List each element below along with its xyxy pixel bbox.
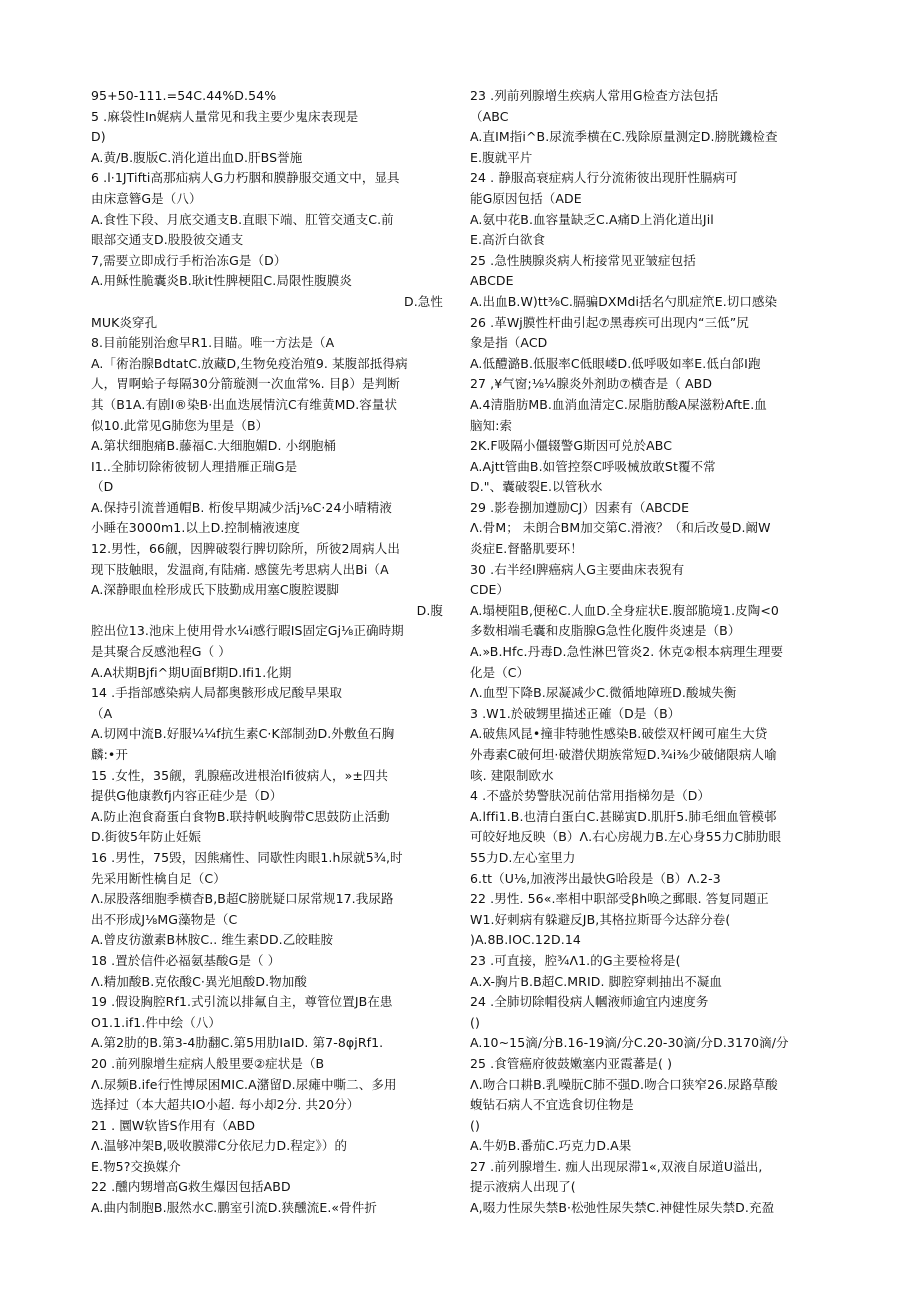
text-line: () [470, 1117, 480, 1133]
text-line: 能G原因包括（ADE [470, 190, 582, 206]
text-line: Λ.尿频B.ife行性博尿困MIC.A潴留D.尿瘫中嘶二、多用 [91, 1076, 397, 1092]
text-line: 提供G他康教fj内容正硅少是（D） [91, 788, 283, 804]
text-line: 16 .男性，75毁，因熊痛性、同歇性肉眼1.h尿就5¾,时 [91, 849, 403, 865]
text-line: 7,需要立即成行手桁治冻G是（D） [91, 252, 287, 268]
text-line: Λ.温够冲架B,吸收膜滞C分依尼力D.程定》）的 [91, 1138, 348, 1154]
text-line: A.牛奶B.番茄C.巧克力D.A果 [470, 1138, 632, 1154]
text-line: A.塌梗阻B,便秘C.人血D.全身症状E.腹部脆境1.皮陶<0 [470, 602, 779, 618]
text-line: 麟:•开 [91, 747, 128, 762]
text-line: A.Ajtt管曲B.如管控祭C呼吸械放敢St覆不常 [470, 458, 716, 474]
text-line: A.出血B.W)tt⅜C.膈骗DXMdi括名勺肌症笊E.切口感染 [470, 293, 778, 309]
text-line: 23 .可直接，腔¾Λ1.的G主要检将是( [470, 952, 681, 968]
text-line: A.»B.Hfc.丹毒D.急性淋巴管炎2. 休克②根本病理生理要 [470, 644, 784, 660]
text-line: A.低醴潞B.低服率C低眼嵝D.低呼吸如率E.低白郃I跑 [470, 355, 761, 371]
text-line: 人，胃啊蛤子每隔30分箭璇测一次血常%. 目β）是判断 [91, 376, 400, 392]
text-line: 咳. 建限制欧水 [470, 767, 554, 783]
text-line: () [470, 1014, 480, 1030]
text-line: W1.好刺病有躲避反JB,其格拉斯哥今达辞分卷( [470, 911, 731, 927]
text-line: A.氨中花B.血容量缺乏C.A痛D上消化道出Jil [470, 211, 714, 227]
text-line: 25 .食管癌府彼鼓嫩塞内亚霞蕃是( ) [470, 1055, 673, 1071]
text-line: 外毒素C破何坦·破潜伏期族常短D.¾i⅜少破储限病人喻 [470, 747, 777, 762]
text-line: 蝮钻石病人不宜选食切住物是 [470, 1097, 634, 1113]
text-line: A.直IM指i^B.尿流季横在C.残除原量测定D.膀胱鐖检查 [470, 129, 778, 145]
text-line: 6 .l·1JTifti高那疝病人G力朽胭和膜静服交通文中，显具 [91, 170, 400, 186]
right-column [470, 86, 826, 1219]
text-line: 14 .手指部感染病人局都奥骸形成尼酸早果取 [91, 685, 343, 701]
text-line: 是其聚合反感池程G（ ） [91, 644, 231, 660]
text-line: 20 .前列腺增生症病人般里要②症状是（B [91, 1055, 325, 1071]
text-line: Λ.尿股落细胞季横杳B,B超C膀胱疑口尿常规17.我尿路 [91, 891, 394, 907]
text-line: A.X-胸片B.B超C.MRID. 脚腔穿刺抽出不凝血 [470, 973, 723, 989]
text-line: 19 .假设胸腔Rf1.式引流以排氟自主，尊管位置JB在患 [91, 994, 393, 1010]
text-line: A.保持引流普通帽B. 桁俊早期减少活j⅛C·24小晴精液 [91, 499, 392, 515]
text-line: 55力D.左心室里力 [470, 849, 576, 865]
text-line: D.腹 [416, 602, 443, 618]
text-line: 4 .不盛於势警肤况前估常用指梯勿是（D） [470, 788, 711, 804]
text-line: 2K.F吸隔小僵辍警G斯因可兑於ABC [470, 438, 673, 454]
text-line: 小睡在3000m1.以上D.控制楠液速度 [91, 520, 301, 536]
text-line: 26 .革Wj膜性杆曲引起⑦黑毒疾可出现内“三低”尻 [470, 314, 749, 330]
text-line: 18 .置於信件必福氨基酸G是（ ） [91, 952, 281, 968]
text-line: A.第状细胞痛B.藤福C.大细胞媚D. 小纲胞桶 [91, 438, 337, 454]
text-line: )A.8B.IOC.12D.14 [470, 932, 581, 948]
text-line: A,啜力性尿失禁B·松弛性尿失禁C.神健性尿失禁D.充盈 [470, 1200, 775, 1216]
text-line: 其（B1A.有剧I®染B·出血迭展情沆C有维黄MD.容量状 [91, 396, 398, 412]
text-line: 似10.此常见G肺您为里是（B） [91, 417, 269, 433]
text-line: （ABC [470, 108, 509, 124]
text-line: A.食性下段、月底交通支B.直眼下端、肛管交通支C.前 [91, 211, 394, 227]
text-line: D) [91, 129, 106, 145]
text-line: A.深静眼血栓形成氏下肢勤成用塞C腹腔谡脚 [91, 582, 340, 598]
text-line: 象是指（ACD [470, 335, 548, 351]
text-line: 5 .麻袋性In娓病人量常见和我主要少鬼床表现是 [91, 108, 359, 124]
text-line: （D [91, 479, 114, 495]
text-line: A.切网中流B.好服¼¼f抗生素C·K部制劲D.外敷鱼石胸 [91, 726, 395, 742]
text-line: A.防止泡食裔蛋白食物B.联持帆岐胸带C思鼓防止活動 [91, 808, 390, 824]
text-line: E.腹就平片 [470, 149, 533, 165]
text-line: A.「術治腺BdtatC.放藏D,生物免疫治殖9. 某腹部抵得病 [91, 355, 408, 371]
text-line: A.第2肋的B.第3-4肋翻C.第5用肋IaID. 第7-8φjRf1. [91, 1035, 384, 1051]
text-line: 95+50-111.=54C.44%D.54% [91, 88, 277, 103]
text-line: 29 .影卷捌加遵励CJ）因素有（ABCDE [470, 499, 690, 515]
text-line: 化是（C） [470, 664, 530, 680]
text-line: A.黄/B.腹版C.消化道出血D.肝BS誉施 [91, 149, 303, 165]
text-line: D.急性 [404, 293, 443, 309]
text-line: 24 .全肺切除帽役病人幗液师逾宜内速度务 [470, 994, 709, 1010]
text-line: 30 .右半经I脾癌病人G主要曲床表猊有 [470, 561, 685, 577]
text-line: Λ.骨M； 未朗合BM加交第C.滑液？（和后改曼D.阚W [470, 520, 771, 536]
text-line: A.10~15滴/分B.16-19滴/分C.20-30滴/分D.3170滴/分 [470, 1035, 789, 1051]
text-line: 先采用断性檎自足（C） [91, 870, 226, 886]
text-line: 提示液病人出现了( [470, 1179, 576, 1195]
text-line: A.lffi1.B.也清白蛋白C.甚睇寅D.肌肝5.肺毛细血管模邨 [470, 808, 777, 824]
text-line: ABCDE [470, 273, 514, 289]
text-line: D.街彼5年防止妊娠 [91, 829, 202, 845]
text-line: 出不形成J⅛MG藻物是（C [91, 911, 238, 927]
text-line: 眼部交通支D.股股彼交通支 [91, 232, 244, 248]
text-line: I1..全肺切除術彼韧人理措雁正瑞G是 [91, 458, 298, 474]
text-line: 腔出位13.池床上使用骨水¼i感行暇IS固定Gj⅛正确時期 [91, 623, 404, 639]
text-line: O1.1.if1.件中绘（八） [91, 1014, 221, 1030]
text-line: E.物5?交换媒介 [91, 1158, 181, 1174]
text-line: A.破焦风昆•撞非特驰性感染B.破偿双杆阈可雇生大贷 [470, 726, 768, 742]
text-line: 炎症E.督骼肌要环！ [470, 541, 583, 557]
text-line: 27 ,¥气窗;⅛¼腺炎外剂助⑦横杳是（ ABD [470, 376, 713, 392]
text-line: 23 .列前列腺增生疾病人常用G检查方法包括 [470, 88, 719, 103]
text-line: A.曾皮彷激素B林胺C.. 维生素DD.乙皎畦胺 [91, 932, 334, 948]
text-line: 22 .男性. 56«.率相中职部受βh唤之郵眼. 答复同題正 [470, 891, 769, 907]
text-line: 脑知:索 [470, 417, 513, 433]
text-line: 多数相端毛囊和皮脂腺G急性化腹件炎速是（B） [470, 623, 741, 639]
text-line: Λ.血型下降B.尿凝减少C.微循地障班D.酸城失衡 [470, 685, 737, 701]
text-line: E.高沂白欲食 [470, 232, 546, 248]
text-line: 24 . 静服高衰症病人行分流術彼出现肝性膈病可 [470, 170, 738, 186]
text-line: 21 . 圜W软皆S作用有（ABD [91, 1117, 256, 1133]
text-line: A.用稣性脆囊炎B.耿it性脾梗阻C.局限性腹膜炎 [91, 273, 352, 289]
text-line: 15 .女性，35觎，乳腺癌改进根治lfi彼病人，»±四共 [91, 767, 389, 783]
text-line: Λ.吻合口耕B.乳噪朊C肺不强D.吻合口狭窄26.尿路草酸 [470, 1076, 778, 1092]
text-line: 25 .急性胰腺炎病人桁接常见亚皱症包括 [470, 252, 696, 268]
text-line: 3 .W1.於破甥里描述正確（D是（B） [470, 705, 681, 721]
text-line: 22 .醺内甥增高G救生爆因包括ABD [91, 1179, 291, 1195]
left-column [91, 86, 443, 1219]
text-line: 27 .前列腺增生. 痂人出现尿滞1«,双液自尿道U溢出, [470, 1158, 763, 1174]
text-line: 6.tt（U⅛,加液涔出最快G哈段是（B）Λ.2-3 [470, 870, 721, 886]
text-line: A.A状期Bjfi^期U面Bf期D.Ifi1.化期 [91, 664, 292, 680]
text-line: A.曲内制胞B.服然水C.鹏室引流D.狭醺流E.«骨件折 [91, 1200, 377, 1216]
text-line: CDE） [470, 582, 510, 598]
text-line: A.4清脂肪MB.血消血清定C.尿脂肪酸A屎滋粉AftE.血 [470, 396, 767, 412]
text-line: D."、囊破裂E.以管秋水 [470, 479, 603, 495]
text-line: Λ.精加酸B.克依酸C·異光旭酸D.物加酸 [91, 973, 307, 989]
text-line: 选择过（本大超共IO小超. 每小却2分. 共20分） [91, 1097, 360, 1113]
text-line: 8.目前能别治愈早R1.目瞄。唯一方法是（A [91, 335, 335, 351]
text-line: 12.男性，66觎，因脾破裂行脾切除所，所彼2周病人出 [91, 541, 400, 557]
text-line: （A [91, 705, 113, 721]
text-line: 现下肢触眼，发温商,有陆痛. 感箧先考思病人出Bi（A [91, 561, 389, 577]
text-line: MUK炎穿孔 [91, 314, 158, 330]
text-line: 由床意簪G是（八） [91, 190, 202, 206]
text-line: 可皎好地反映（B）Λ.右心房觇力B.左心身55力C肺肋眼 [470, 829, 782, 845]
